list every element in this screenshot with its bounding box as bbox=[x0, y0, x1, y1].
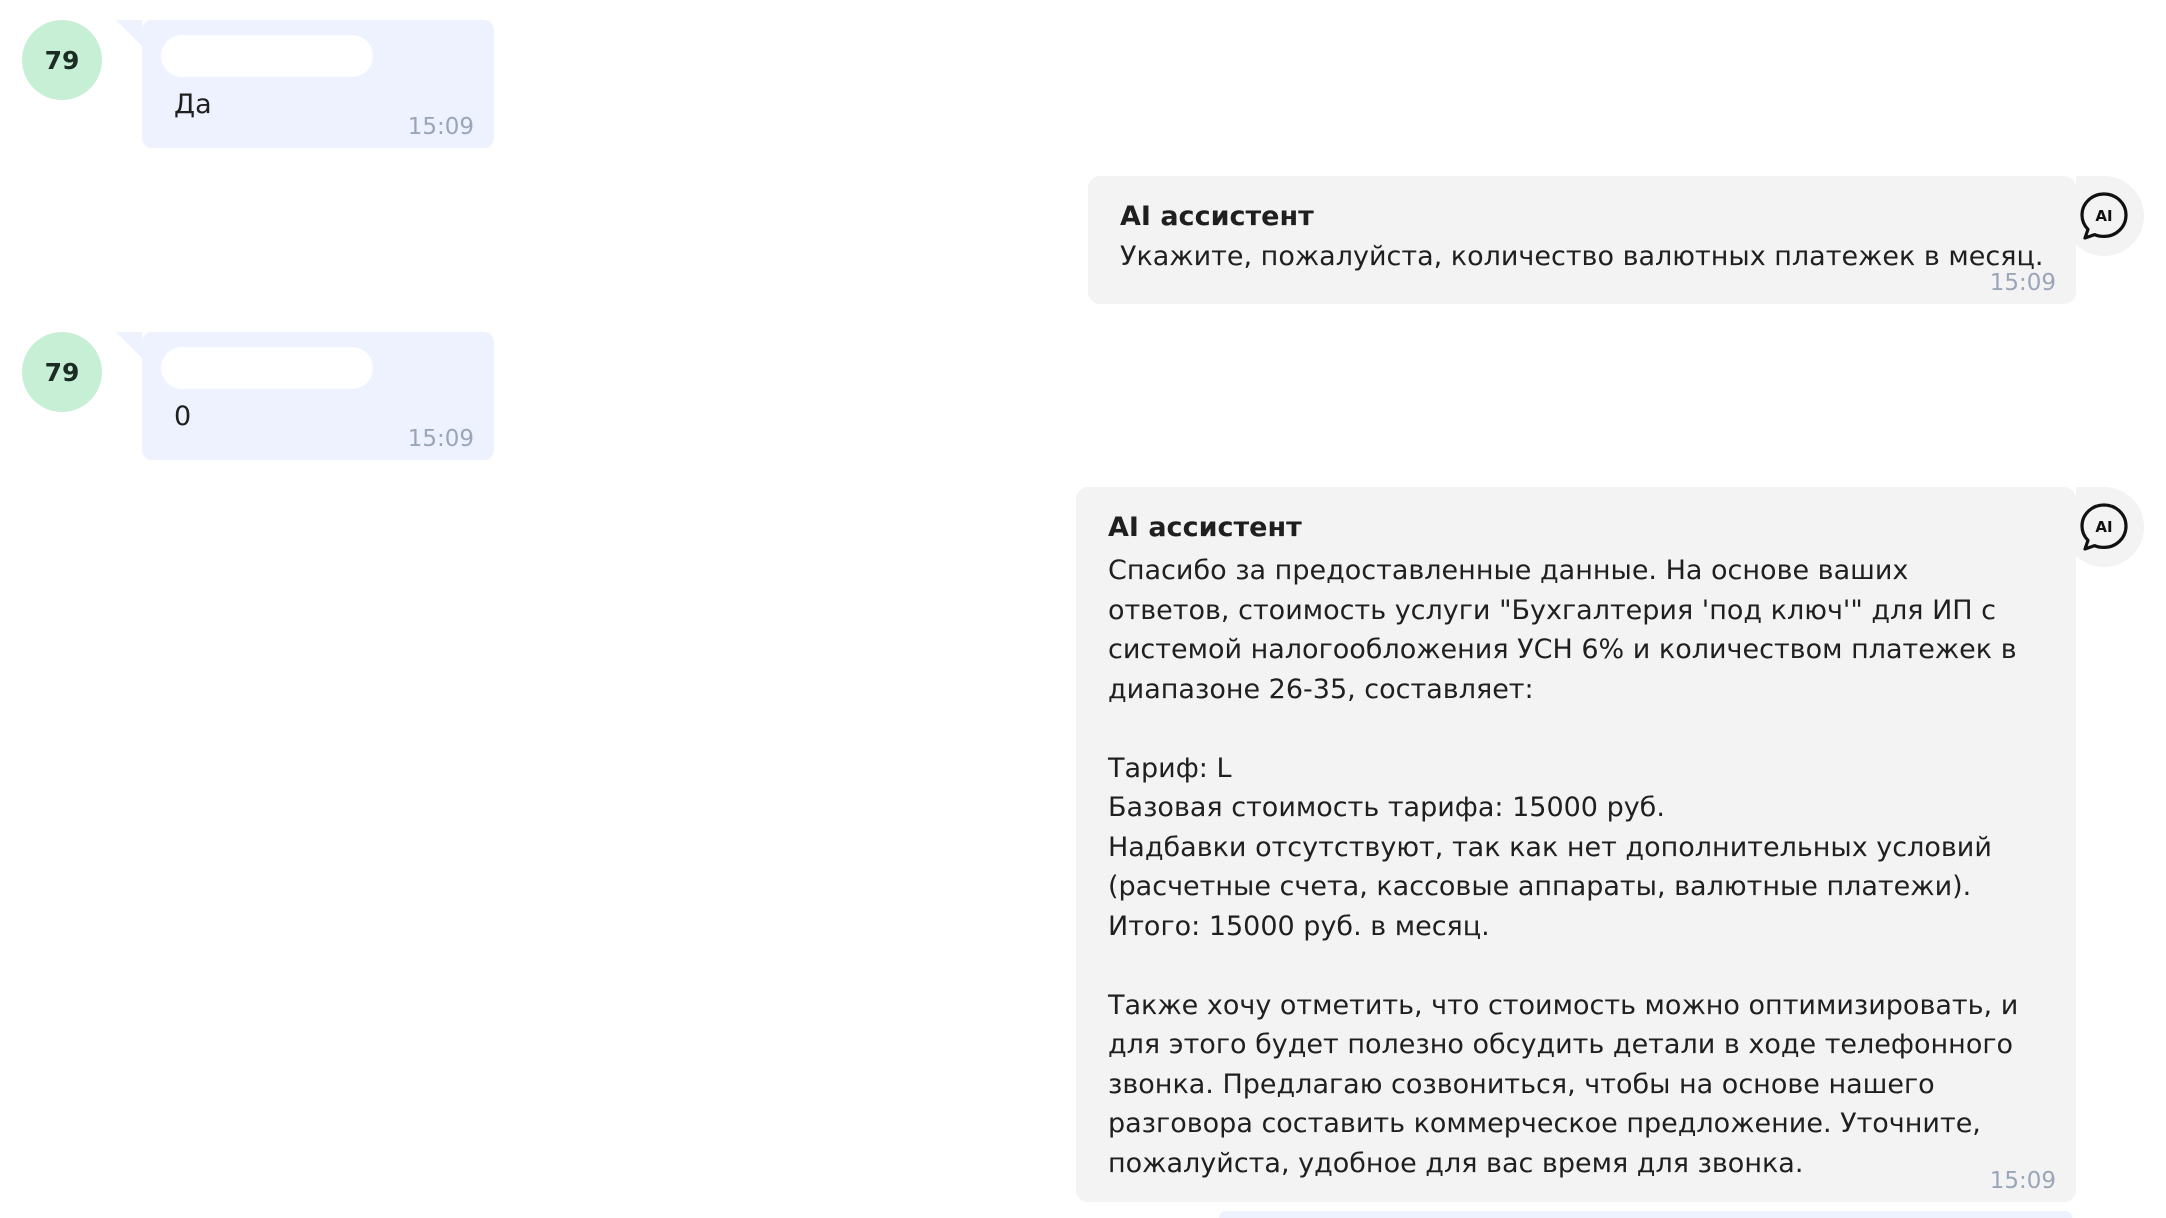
message-text: Спасибо за предоставленные данные. На основе ваших ответов, стоимость услуги "Бухгалтерия 'под ключ'" для ИП с системой налогообложения УСН 6% и количеством платежек в диапазоне 26-35, составляет: Тариф: L Базовая стоимость тарифа: 15000 руб. Надбавки отсутствуют, так как нет дополнительных условий (расчетные счета, кассовые аппараты, валютные платежи). Итого: 15000 руб. в месяц. Также хочу отметить, что стоимость можно оптимизировать, и для этого будет полезно обсудить детали в ходе телефонного звонка. Предлагаю созвониться, чтобы на основе нашего разговора составить коммерческое предложение. Уточните, пожалуйста, удобное для вас время для звонка. bbox=[1108, 555, 2019, 1179]
message-time: 15:09 bbox=[1989, 270, 2056, 296]
ai-message-bubble bbox=[1076, 487, 2076, 1202]
sender-name-placeholder bbox=[161, 35, 373, 77]
user-avatar[interactable] bbox=[22, 332, 102, 412]
message-time: 15:09 bbox=[1989, 1168, 2056, 1194]
sender-name-placeholder bbox=[161, 347, 373, 389]
message-time: 15:09 bbox=[407, 114, 474, 140]
user-avatar-label: 79 bbox=[44, 357, 80, 387]
user-avatar[interactable] bbox=[22, 20, 102, 100]
ai-chat-icon bbox=[2078, 501, 2130, 553]
message-text: 0 bbox=[174, 401, 192, 432]
ai-message-bubble bbox=[1088, 176, 2076, 304]
ai-avatar[interactable] bbox=[2064, 176, 2144, 256]
ai-chat-icon bbox=[2078, 190, 2130, 242]
message-text: Да bbox=[174, 89, 212, 120]
user-message-bubble bbox=[142, 332, 494, 460]
ai-avatar[interactable] bbox=[2064, 487, 2144, 567]
sender-name: AI ассистент bbox=[1108, 512, 1302, 543]
user-message-bubble bbox=[142, 20, 494, 148]
svg-text:AI: AI bbox=[2095, 207, 2113, 225]
svg-text:AI: AI bbox=[2095, 518, 2113, 536]
message-text: Укажите, пожалуйста, количество валютных платежек в месяц. bbox=[1120, 241, 2044, 272]
next-message-bubble-edge bbox=[1219, 1211, 2072, 1218]
user-avatar-label: 79 bbox=[44, 45, 80, 75]
message-time: 15:09 bbox=[407, 426, 474, 452]
sender-name: AI ассистент bbox=[1120, 201, 1314, 232]
